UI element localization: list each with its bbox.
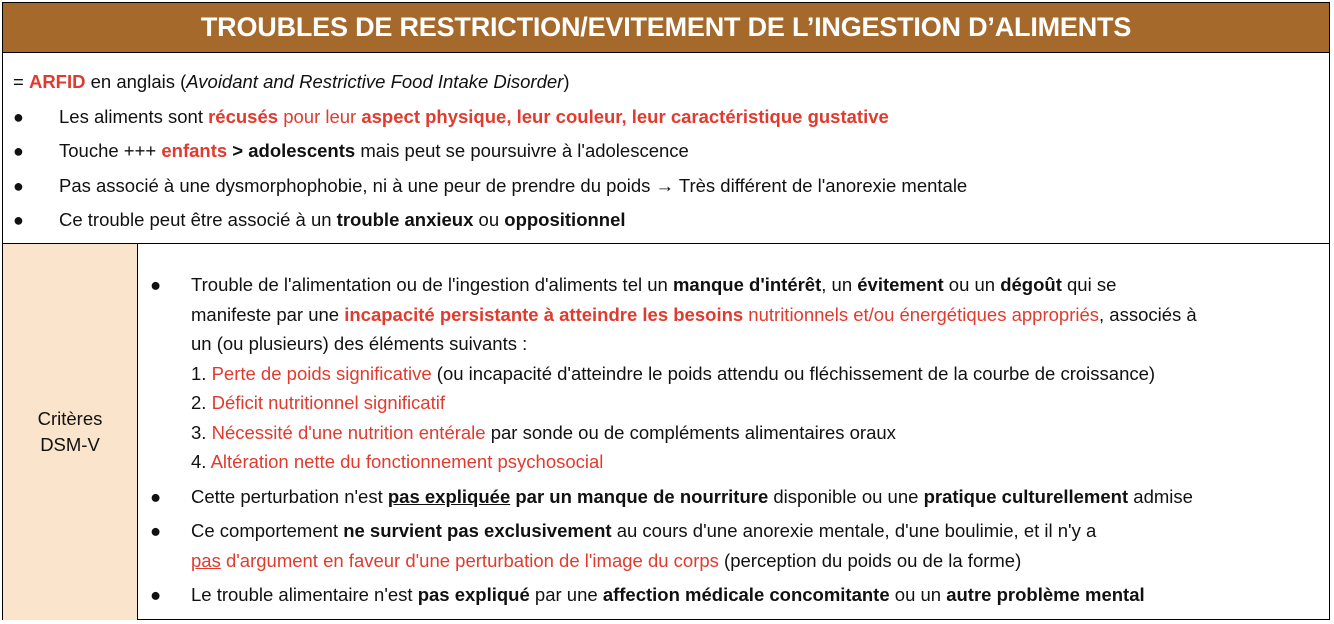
bullet-icon: ● bbox=[150, 584, 162, 605]
text: évitement bbox=[857, 274, 944, 295]
text: un (ou plusieurs) des éléments suivants : bbox=[191, 333, 528, 354]
intro-eq: = bbox=[13, 71, 29, 92]
item-number: 1. bbox=[191, 362, 212, 384]
numbered-item bbox=[191, 388, 1329, 418]
text: affection médicale concomitante bbox=[602, 584, 890, 605]
text: , un bbox=[821, 274, 858, 295]
text: Perte de poids significative bbox=[211, 362, 432, 384]
bullet-icon: ● bbox=[13, 175, 24, 196]
bullet-icon: ● bbox=[13, 106, 24, 127]
bullet-icon: ● bbox=[150, 485, 162, 507]
intro-mid: en anglais ( bbox=[85, 71, 187, 92]
text: Pas associé à une dysmorphophobie, ni à une peur de prendre du poids bbox=[59, 174, 656, 196]
text: admise bbox=[1128, 485, 1193, 507]
text: Ce comportement bbox=[191, 520, 344, 541]
item-number: 3. bbox=[191, 421, 212, 443]
text: Trouble de l'alimentation ou de l'ingestion d'aliments tel un bbox=[191, 274, 673, 295]
criteria-label-line1: Critères bbox=[37, 408, 103, 429]
text: trouble anxieux bbox=[336, 209, 474, 230]
text: oppositionnel bbox=[504, 209, 626, 230]
list-item bbox=[13, 100, 1329, 135]
text: pas expliqué bbox=[417, 584, 530, 605]
text: enfants bbox=[161, 140, 228, 161]
criteria-body bbox=[138, 244, 1329, 620]
bullet-icon: ● bbox=[150, 274, 162, 295]
text: par un manque de nourriture bbox=[510, 485, 769, 507]
criteria-section bbox=[3, 244, 1329, 620]
text: > adolescents bbox=[227, 140, 356, 161]
text: ou bbox=[473, 209, 505, 230]
bullet-icon: ● bbox=[150, 520, 162, 541]
numbered-item bbox=[191, 418, 1329, 448]
list-item bbox=[13, 134, 1329, 169]
text: ou un bbox=[943, 274, 1001, 295]
text: Très différent de l'anorexie mentale bbox=[674, 174, 968, 196]
criterion-4 bbox=[150, 580, 1329, 610]
numbered-item bbox=[191, 359, 1329, 389]
criterion-1 bbox=[150, 270, 1329, 477]
text: Le trouble alimentaire n'est bbox=[191, 584, 418, 605]
text: Déficit nutritionnel significatif bbox=[211, 392, 445, 413]
text: pas bbox=[191, 549, 221, 571]
page-title: TROUBLES DE RESTRICTION/EVITEMENT DE L’INGESTION D’ALIMENTS bbox=[3, 3, 1329, 53]
intro-definition bbox=[13, 65, 1329, 100]
item-number: 4. bbox=[191, 451, 211, 472]
intro-end: ) bbox=[563, 71, 570, 92]
criteria-label-line2: DSM-V bbox=[40, 434, 100, 455]
text: Les aliments sont bbox=[59, 105, 209, 127]
criterion-2 bbox=[150, 482, 1329, 512]
criterion-3 bbox=[150, 516, 1329, 575]
criteria-label bbox=[3, 244, 138, 620]
text: ou un bbox=[889, 584, 947, 605]
item-number: 2. bbox=[191, 392, 212, 413]
bullet-icon: ● bbox=[13, 210, 24, 230]
text: Altération nette du fonctionnement psychosocial bbox=[210, 451, 604, 472]
bullet-icon: ● bbox=[13, 141, 24, 161]
text: , associés à bbox=[1099, 303, 1197, 325]
text: par une bbox=[529, 584, 603, 605]
list-item bbox=[13, 203, 1329, 238]
numbered-item bbox=[191, 447, 1329, 477]
text: (ou incapacité d'atteindre le poids attendu ou fléchissement de la courbe de croissance) bbox=[431, 362, 1156, 384]
text: incapacité persistante à atteindre les besoins bbox=[344, 303, 744, 325]
text: par sonde ou de compléments alimentaires oraux bbox=[485, 421, 896, 443]
text: d'argument en faveur d'une perturbation de l'image du corps bbox=[220, 549, 719, 571]
text: nutritionnels et/ou énergétiques appropriés bbox=[743, 303, 1100, 325]
text: (perception du poids ou de la forme) bbox=[718, 549, 1022, 571]
text: ne survient pas exclusivement bbox=[343, 520, 612, 541]
text: mais peut se poursuivre à l'adolescence bbox=[355, 140, 689, 161]
arrow-right-icon: → bbox=[655, 174, 675, 196]
text: Touche +++ bbox=[59, 140, 162, 161]
text: aspect physique, leur couleur, leur caractéristique gustative bbox=[361, 105, 889, 127]
text: dégoût bbox=[1000, 274, 1062, 295]
text: manifeste par une bbox=[191, 303, 345, 325]
text: pratique culturellement bbox=[923, 485, 1129, 507]
text: pour leur bbox=[278, 105, 362, 127]
text: disponible ou une bbox=[768, 485, 924, 507]
list-item bbox=[13, 169, 1329, 204]
text: Nécessité d'une nutrition entérale bbox=[211, 421, 486, 443]
intro-acronym: ARFID bbox=[28, 71, 86, 92]
text: Ce trouble peut être associé à un bbox=[59, 209, 337, 230]
text: récusés bbox=[208, 105, 279, 127]
document-table bbox=[2, 2, 1330, 620]
intro-section bbox=[3, 53, 1329, 244]
text: Cette perturbation n'est bbox=[191, 485, 388, 507]
text: qui se bbox=[1061, 274, 1117, 295]
text: pas expliquée bbox=[387, 485, 511, 507]
text: au cours d'une anorexie mentale, d'une boulimie, et il n'y a bbox=[611, 520, 1097, 541]
text: autre problème mental bbox=[946, 584, 1145, 605]
intro-english-name: Avoidant and Restrictive Food Intake Disorder bbox=[186, 71, 564, 92]
text: manque d'intérêt bbox=[672, 274, 822, 295]
